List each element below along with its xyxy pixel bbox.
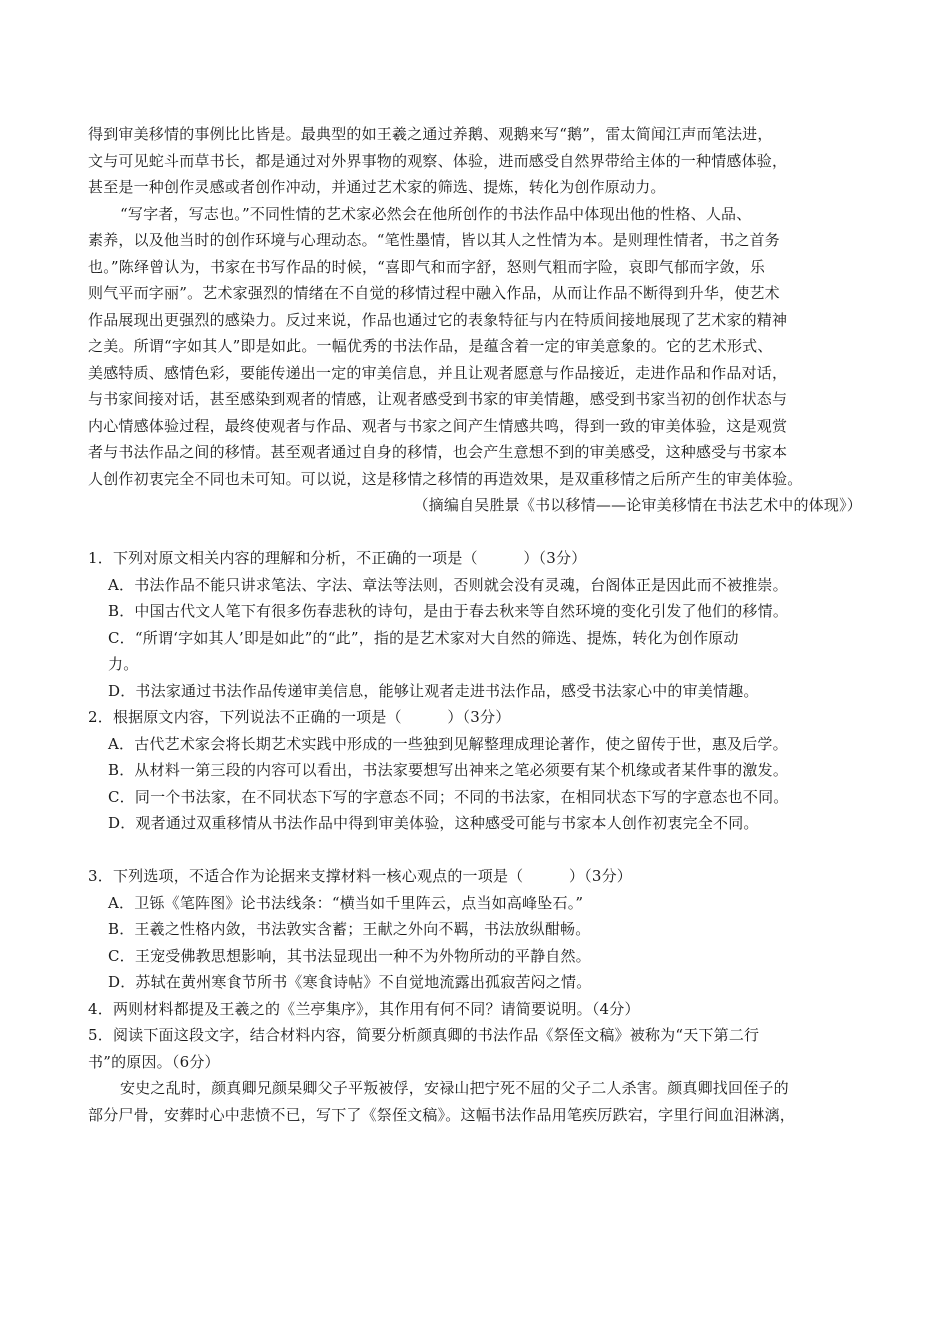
text-line: 也。”陈绎曾认为，书家在书写作品的时候，“喜即气和而字舒，怒则气粗而字险，哀即气郁而字敛，乐 (88, 257, 766, 276)
option-a: A．古代艺术家会将长期艺术实践中形成的一些独到见解整理成理论著作，使之留传于世，惠及后学。 (108, 734, 788, 753)
option-a: A．卫铄《笔阵图》论书法线条：“横当如千里阵云，点当如高峰坠石。” (108, 893, 584, 912)
question-4 (88, 996, 868, 1023)
option-d: D．观者通过双重移情从书法作品中得到审美体验，这种感受可能与书家本人创作初衷完全不同。 (108, 814, 759, 832)
text-line: 美感特质、感情色彩，要能传递出一定的审美信息，并且让观者愿意与作品接近，走进作品和作品对话， (88, 363, 788, 382)
question-2 (88, 704, 868, 837)
option-b: B．王羲之性格内敛，书法敦实含蓄；王献之外向不羁，书法放纵酣畅。 (108, 920, 591, 938)
option-b: B．从材料一第三段的内容可以看出，书法家要想写出神来之笔必须要有某个机缘或者某件事的激发。 (108, 761, 789, 779)
exam-page (88, 121, 868, 1128)
text-line: 得到审美移情的事例比比皆是。最典型的如王羲之通过养鹅、观鹅来写“鹅”，雷太简闻江声而笔法进， (88, 125, 773, 143)
question-3 (88, 863, 868, 996)
question-1 (88, 545, 868, 704)
option-d: D．书法家通过书法作品传递审美信息，能够让观者走进书法作品，感受书法家心中的审美情趣。 (108, 681, 759, 700)
question-5 (88, 1022, 868, 1128)
passage-paragraph-2 (88, 201, 868, 493)
excerpt-line: 安史之乱时，颜真卿兄颜杲卿父子平叛被俘，安禄山把宁死不屈的父子二人杀害。颜真卿找回侄子的 (120, 1079, 789, 1097)
passage-paragraph-1 (88, 121, 868, 201)
question-stem: 4．两则材料都提及王羲之的《兰亭集序》，其作用有何不同？请简要说明。（4分） (88, 999, 640, 1018)
text-line: 之美。所谓“字如其人”即是如此。一幅优秀的书法作品，是蕴含着一定的审美意象的。它的艺术形式、 (88, 337, 773, 355)
option-c-continued: 力。 (108, 655, 139, 673)
text-line: 内心情感体验过程，最终使观者与作品、观者与书家之间产生情感共鸣，得到一致的审美体验，这是观赏 (88, 416, 788, 435)
excerpt-line: 部分尸骨，安葬时心中悲愤不已，写下了《祭侄文稿》。这幅书法作品用笔疾厉跌宕，字里行间血泪淋漓， (88, 1105, 795, 1124)
text-line: 甚至是一种创作灵感或者创作冲动，并通过艺术家的筛选、提炼，转化为创作原动力。 (88, 178, 666, 196)
spacer (88, 837, 868, 864)
text-line: 作品展现出更强烈的感染力。反过来说，作品也通过它的表象特征与内在特质间接地展现了艺术家的精神 (88, 310, 788, 329)
question-stem: 2．根据原文内容，下列说法不正确的一项是（ ）（3分） (88, 708, 511, 726)
text-line: “写字者，写志也。”不同性情的艺术家必然会在他所创作的书法作品中体现出他的性格、人品、 (120, 204, 752, 223)
question-stem: 3．下列选项，不适合作为论据来支撑材料一核心观点的一项是（ ）（3分） (88, 867, 632, 885)
option-c: C．“所谓‘字如其人’即是如此”的“此”，指的是艺术家对大自然的筛选、提炼，转化为创作原动 (108, 628, 739, 647)
text-line: 与书家间接对话，甚至感染到观者的情感，让观者感受到书家的审美情趣，感受到书家当初的创作状态与 (88, 390, 788, 408)
question-stem: 5．阅读下面这段文字，结合材料内容，简要分析颜真卿的书法作品《祭侄文稿》被称为“天下第二行 (88, 1026, 760, 1044)
option-d: D．苏轼在黄州寒食节所书《寒食诗帖》不自觉地流露出孤寂苦闷之情。 (108, 973, 592, 991)
text-line: 者与书法作品之间的移情。甚至观者通过自身的移情，也会产生意想不到的审美感受，这种感受与书家本 (88, 443, 788, 461)
text-line: 人创作初衷完全不同也未可知。可以说，这是移情之移情的再造效果，是双重移情之后所产生的审美体验。 (88, 469, 803, 488)
source-citation: （摘编自吴胜景《书以移情——论审美移情在书法艺术中的体现》） (413, 496, 862, 514)
question-stem: 1．下列对原文相关内容的理解和分析，不正确的一项是（ ）（3分） (88, 549, 587, 567)
option-a: A．书法作品不能只讲求笔法、字法、章法等法则，否则就会没有灵魂，台阁体正是因此而不被推崇。 (108, 575, 788, 594)
option-c: C．王宠受佛教思想影响，其书法显现出一种不为外物所动的平静自然。 (108, 946, 591, 965)
text-line: 素养，以及他当时的创作环境与心理动态。“笔性墨情，皆以其人之性情为本。是则理性情者，书之首务 (88, 231, 780, 249)
option-b: B．中国古代文人笔下有很多伤春悲秋的诗句，是由于春去秋来等自然环境的变化引发了他们的移情。 (108, 602, 789, 620)
text-line: 则气平而字丽”。艺术家强烈的情绪在不自觉的移情过程中融入作品，从而让作品不断得到升华，使艺术 (88, 284, 780, 302)
text-line: 文与可见蛇斗而草书长，都是通过对外界事物的观察、体验，进而感受自然界带给主体的一种情感体验， (88, 151, 788, 170)
spacer (88, 519, 868, 546)
question-stem-continued: 书”的原因。（6分） (88, 1052, 220, 1071)
option-c: C．同一个书法家，在不同状态下写的字意态不同；不同的书法家，在相同状态下写的字意态也不同。 (108, 787, 789, 806)
